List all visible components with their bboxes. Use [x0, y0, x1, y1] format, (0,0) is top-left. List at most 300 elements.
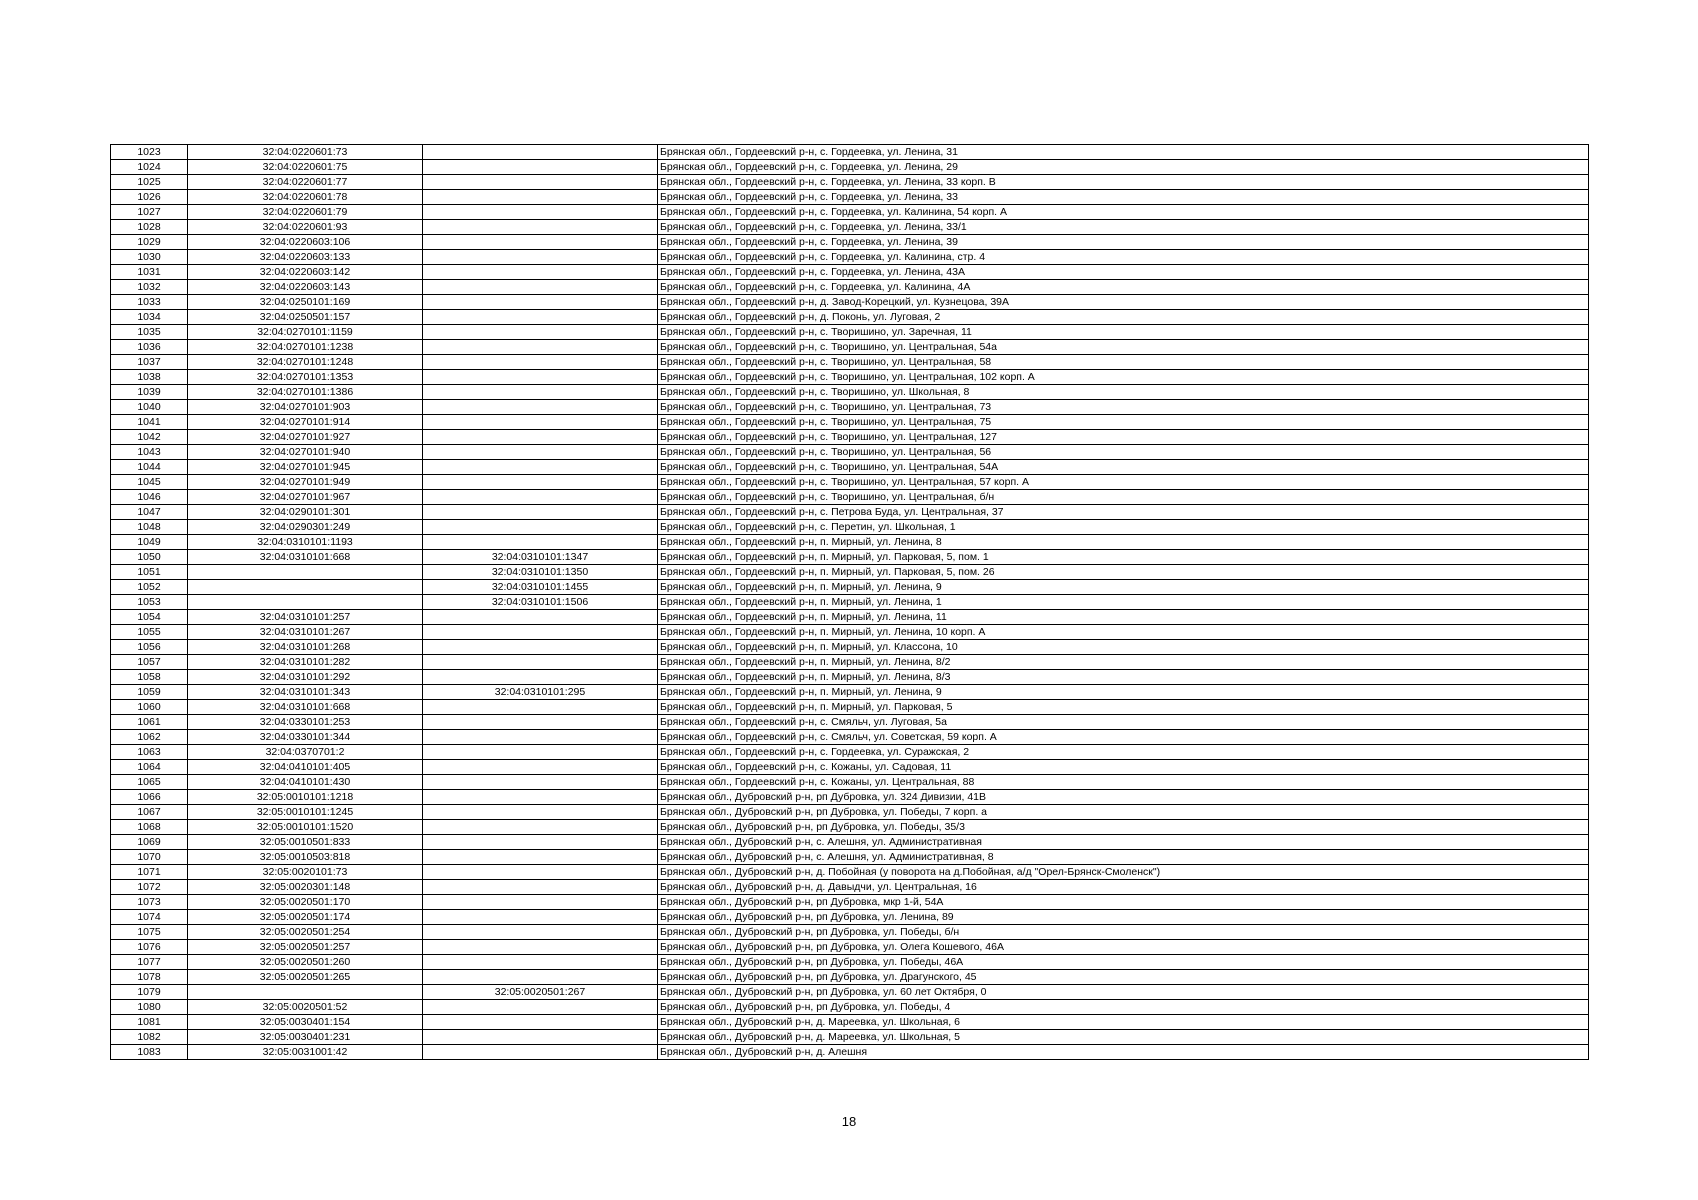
address-cell: Брянская обл., Дубровский р-н, рп Дубровка, ул. Олега Кошевого, 46А: [658, 940, 1589, 955]
linked-cadastral-number-cell: 32:04:0310101:1455: [423, 580, 658, 595]
cadastral-number-cell: 32:04:0270101:967: [188, 490, 423, 505]
table-row: [111, 670, 1589, 685]
row-number-cell: 1026: [111, 190, 188, 205]
linked-cadastral-number-cell: [423, 670, 658, 685]
row-number-cell: 1070: [111, 850, 188, 865]
address-cell: Брянская обл., Гордеевский р-н, с. Творишино, ул. Центральная, 102 корп. А: [658, 370, 1589, 385]
table-row: [111, 385, 1589, 400]
address-cell: Брянская обл., Гордеевский р-н, с. Гордеевка, ул. Ленина, 31: [658, 145, 1589, 160]
row-number-cell: 1024: [111, 160, 188, 175]
address-cell: Брянская обл., Гордеевский р-н, п. Мирный, ул. Ленина, 8: [658, 535, 1589, 550]
table-row: [111, 565, 1589, 580]
linked-cadastral-number-cell: [423, 760, 658, 775]
row-number-cell: 1067: [111, 805, 188, 820]
row-number-cell: 1056: [111, 640, 188, 655]
table-row: [111, 895, 1589, 910]
cadastral-number-cell: 32:04:0270101:903: [188, 400, 423, 415]
address-cell: Брянская обл., Гордеевский р-н, д. Поконь, ул. Луговая, 2: [658, 310, 1589, 325]
linked-cadastral-number-cell: [423, 1000, 658, 1015]
cadastral-number-cell: 32:04:0270101:949: [188, 475, 423, 490]
linked-cadastral-number-cell: [423, 445, 658, 460]
cadastral-number-cell: 32:04:0310101:668: [188, 700, 423, 715]
cadastral-number-cell: 32:04:0290301:249: [188, 520, 423, 535]
address-cell: Брянская обл., Гордеевский р-н, с. Гордеевка, ул. Ленина, 33/1: [658, 220, 1589, 235]
row-number-cell: 1055: [111, 625, 188, 640]
table-row: [111, 520, 1589, 535]
address-cell: Брянская обл., Гордеевский р-н, с. Творишино, ул. Центральная, 54а: [658, 340, 1589, 355]
cadastral-number-cell: 32:05:0020501:170: [188, 895, 423, 910]
row-number-cell: 1025: [111, 175, 188, 190]
linked-cadastral-number-cell: [423, 970, 658, 985]
row-number-cell: 1072: [111, 880, 188, 895]
address-cell: Брянская обл., Дубровский р-н, рп Дубровка, мкр 1-й, 54А: [658, 895, 1589, 910]
row-number-cell: 1039: [111, 385, 188, 400]
table-row: [111, 340, 1589, 355]
address-cell: Брянская обл., Гордеевский р-н, с. Гордеевка, ул. Ленина, 29: [658, 160, 1589, 175]
linked-cadastral-number-cell: 32:04:0310101:1347: [423, 550, 658, 565]
address-cell: Брянская обл., Гордеевский р-н, с. Петрова Буда, ул. Центральная, 37: [658, 505, 1589, 520]
address-cell: Брянская обл., Гордеевский р-н, с. Гордеевка, ул. Калинина, стр. 4: [658, 250, 1589, 265]
table-row: [111, 145, 1589, 160]
address-cell: Брянская обл., Гордеевский р-н, с. Гордеевка, ул. Ленина, 33: [658, 190, 1589, 205]
linked-cadastral-number-cell: [423, 265, 658, 280]
table-row: [111, 265, 1589, 280]
table-row: [111, 715, 1589, 730]
table-row: [111, 1045, 1589, 1060]
cadastral-number-cell: 32:05:0030401:231: [188, 1030, 423, 1045]
cadastral-number-cell: 32:04:0270101:1248: [188, 355, 423, 370]
cadastral-number-cell: 32:04:0270101:940: [188, 445, 423, 460]
row-number-cell: 1035: [111, 325, 188, 340]
cadastral-number-cell: 32:05:0010501:833: [188, 835, 423, 850]
row-number-cell: 1031: [111, 265, 188, 280]
row-number-cell: 1044: [111, 460, 188, 475]
address-cell: Брянская обл., Гордеевский р-н, с. Кожаны, ул. Центральная, 88: [658, 775, 1589, 790]
table-row: [111, 445, 1589, 460]
cadastral-number-cell: 32:04:0250101:169: [188, 295, 423, 310]
cadastral-number-cell: 32:04:0310101:257: [188, 610, 423, 625]
cadastral-number-cell: 32:05:0020501:174: [188, 910, 423, 925]
row-number-cell: 1023: [111, 145, 188, 160]
address-cell: Брянская обл., Гордеевский р-н, с. Гордеевка, ул. Калинина, 54 корп. А: [658, 205, 1589, 220]
cadastral-number-cell: 32:05:0020501:260: [188, 955, 423, 970]
table-row: [111, 865, 1589, 880]
row-number-cell: 1062: [111, 730, 188, 745]
cadastral-number-cell: 32:04:0310101:282: [188, 655, 423, 670]
table-row: [111, 880, 1589, 895]
row-number-cell: 1083: [111, 1045, 188, 1060]
address-cell: Брянская обл., Дубровский р-н, рп Дубровка, ул. 324 Дивизии, 41В: [658, 790, 1589, 805]
table-row: [111, 580, 1589, 595]
address-cell: Брянская обл., Дубровский р-н, д. Алешня: [658, 1045, 1589, 1060]
cadastral-number-cell: 32:05:0010503:818: [188, 850, 423, 865]
address-cell: Брянская обл., Гордеевский р-н, с. Перетин, ул. Школьная, 1: [658, 520, 1589, 535]
row-number-cell: 1058: [111, 670, 188, 685]
linked-cadastral-number-cell: [423, 790, 658, 805]
cadastral-number-cell: 32:04:0310101:1193: [188, 535, 423, 550]
table-row: [111, 850, 1589, 865]
table-row: [111, 400, 1589, 415]
cadastral-number-cell: 32:05:0031001:42: [188, 1045, 423, 1060]
row-number-cell: 1028: [111, 220, 188, 235]
address-cell: Брянская обл., Дубровский р-н, д. Мареевка, ул. Школьная, 6: [658, 1015, 1589, 1030]
linked-cadastral-number-cell: [423, 520, 658, 535]
table-row: [111, 1015, 1589, 1030]
cadastral-number-cell: [188, 580, 423, 595]
table-row: [111, 415, 1589, 430]
cadastral-number-cell: 32:04:0410101:430: [188, 775, 423, 790]
cadastral-number-cell: 32:04:0220603:143: [188, 280, 423, 295]
row-number-cell: 1061: [111, 715, 188, 730]
table-row: [111, 370, 1589, 385]
table-row: [111, 310, 1589, 325]
address-cell: Брянская обл., Гордеевский р-н, п. Мирный, ул. Парковая, 5: [658, 700, 1589, 715]
row-number-cell: 1036: [111, 340, 188, 355]
cadastral-number-cell: 32:04:0220603:106: [188, 235, 423, 250]
row-number-cell: 1032: [111, 280, 188, 295]
cadastral-number-cell: 32:04:0270101:1159: [188, 325, 423, 340]
table-row: [111, 250, 1589, 265]
cadastral-number-cell: 32:04:0270101:945: [188, 460, 423, 475]
table-row: [111, 745, 1589, 760]
linked-cadastral-number-cell: [423, 820, 658, 835]
address-cell: Брянская обл., Гордеевский р-н, с. Творишино, ул. Центральная, 73: [658, 400, 1589, 415]
table-row: [111, 775, 1589, 790]
cadastral-number-cell: 32:04:0330101:253: [188, 715, 423, 730]
row-number-cell: 1048: [111, 520, 188, 535]
address-cell: Брянская обл., Дубровский р-н, д. Давыдчи, ул. Центральная, 16: [658, 880, 1589, 895]
address-cell: Брянская обл., Гордеевский р-н, д. Завод-Корецкий, ул. Кузнецова, 39А: [658, 295, 1589, 310]
cadastral-number-cell: 32:04:0220601:75: [188, 160, 423, 175]
linked-cadastral-number-cell: [423, 1030, 658, 1045]
row-number-cell: 1034: [111, 310, 188, 325]
table-row: [111, 610, 1589, 625]
cadastral-number-cell: 32:05:0020501:254: [188, 925, 423, 940]
address-cell: Брянская обл., Гордеевский р-н, п. Мирный, ул. Парковая, 5, пом. 1: [658, 550, 1589, 565]
linked-cadastral-number-cell: [423, 700, 658, 715]
linked-cadastral-number-cell: 32:04:0310101:1506: [423, 595, 658, 610]
table-row: [111, 805, 1589, 820]
linked-cadastral-number-cell: [423, 385, 658, 400]
table-row: [111, 280, 1589, 295]
cadastral-number-cell: 32:05:0030401:154: [188, 1015, 423, 1030]
address-cell: Брянская обл., Гордеевский р-н, с. Гордеевка, ул. Ленина, 43А: [658, 265, 1589, 280]
linked-cadastral-number-cell: [423, 505, 658, 520]
row-number-cell: 1068: [111, 820, 188, 835]
cadastral-number-cell: 32:04:0310101:292: [188, 670, 423, 685]
cadastral-number-cell: 32:04:0220603:133: [188, 250, 423, 265]
row-number-cell: 1079: [111, 985, 188, 1000]
address-cell: Брянская обл., Дубровский р-н, рп Дубровка, ул. Победы, б/н: [658, 925, 1589, 940]
cadastral-number-cell: 32:05:0010101:1245: [188, 805, 423, 820]
table-row: [111, 655, 1589, 670]
cadastral-number-cell: 32:04:0220601:73: [188, 145, 423, 160]
row-number-cell: 1076: [111, 940, 188, 955]
address-cell: Брянская обл., Гордеевский р-н, с. Творишино, ул. Центральная, 54А: [658, 460, 1589, 475]
table-row: [111, 940, 1589, 955]
address-cell: Брянская обл., Гордеевский р-н, с. Гордеевка, ул. Ленина, 39: [658, 235, 1589, 250]
address-cell: Брянская обл., Гордеевский р-н, с. Гордеевка, ул. Суражская, 2: [658, 745, 1589, 760]
row-number-cell: 1027: [111, 205, 188, 220]
table-row: [111, 700, 1589, 715]
table-row: [111, 430, 1589, 445]
address-cell: Брянская обл., Дубровский р-н, рп Дубровка, ул. Победы, 46А: [658, 955, 1589, 970]
cadastral-number-cell: 32:04:0270101:914: [188, 415, 423, 430]
address-cell: Брянская обл., Гордеевский р-н, с. Творишино, ул. Центральная, б/н: [658, 490, 1589, 505]
linked-cadastral-number-cell: 32:04:0310101:1350: [423, 565, 658, 580]
row-number-cell: 1057: [111, 655, 188, 670]
address-cell: Брянская обл., Гордеевский р-н, с. Творишино, ул. Заречная, 11: [658, 325, 1589, 340]
row-number-cell: 1059: [111, 685, 188, 700]
table-row: [111, 730, 1589, 745]
linked-cadastral-number-cell: [423, 715, 658, 730]
address-cell: Брянская обл., Гордеевский р-н, п. Мирный, ул. Ленина, 9: [658, 580, 1589, 595]
row-number-cell: 1037: [111, 355, 188, 370]
address-cell: Брянская обл., Гордеевский р-н, с. Творишино, ул. Центральная, 58: [658, 355, 1589, 370]
cadastral-number-cell: 32:04:0310101:268: [188, 640, 423, 655]
table-row: [111, 535, 1589, 550]
address-cell: Брянская обл., Дубровский р-н, рп Дубровка, ул. Победы, 4: [658, 1000, 1589, 1015]
address-cell: Брянская обл., Гордеевский р-н, п. Мирный, ул. Парковая, 5, пом. 26: [658, 565, 1589, 580]
linked-cadastral-number-cell: [423, 625, 658, 640]
address-cell: Брянская обл., Дубровский р-н, с. Алешня, ул. Административная: [658, 835, 1589, 850]
linked-cadastral-number-cell: [423, 370, 658, 385]
cadastral-number-cell: 32:05:0020101:73: [188, 865, 423, 880]
table-row: [111, 295, 1589, 310]
linked-cadastral-number-cell: [423, 805, 658, 820]
row-number-cell: 1069: [111, 835, 188, 850]
linked-cadastral-number-cell: [423, 880, 658, 895]
linked-cadastral-number-cell: [423, 190, 658, 205]
cadastral-number-cell: 32:05:0010101:1218: [188, 790, 423, 805]
address-cell: Брянская обл., Гордеевский р-н, п. Мирный, ул. Ленина, 11: [658, 610, 1589, 625]
cadastral-number-cell: 32:04:0250501:157: [188, 310, 423, 325]
cadastral-number-cell: 32:05:0020301:148: [188, 880, 423, 895]
table-row: [111, 490, 1589, 505]
cadastral-number-cell: 32:04:0220601:77: [188, 175, 423, 190]
linked-cadastral-number-cell: [423, 1045, 658, 1060]
address-cell: Брянская обл., Дубровский р-н, рп Дубровка, ул. 60 лет Октября, 0: [658, 985, 1589, 1000]
table-row: [111, 205, 1589, 220]
linked-cadastral-number-cell: [423, 310, 658, 325]
table-row: [111, 790, 1589, 805]
row-number-cell: 1052: [111, 580, 188, 595]
table-row: [111, 190, 1589, 205]
row-number-cell: 1082: [111, 1030, 188, 1045]
table-row: [111, 985, 1589, 1000]
address-cell: Брянская обл., Гордеевский р-н, п. Мирный, ул. Ленина, 8/3: [658, 670, 1589, 685]
linked-cadastral-number-cell: [423, 910, 658, 925]
cadastral-number-cell: 32:04:0290101:301: [188, 505, 423, 520]
table-row: [111, 550, 1589, 565]
linked-cadastral-number-cell: [423, 475, 658, 490]
cadastral-number-cell: 32:04:0410101:405: [188, 760, 423, 775]
address-cell: Брянская обл., Гордеевский р-н, п. Мирный, ул. Ленина, 9: [658, 685, 1589, 700]
address-cell: Брянская обл., Дубровский р-н, с. Алешня, ул. Административная, 8: [658, 850, 1589, 865]
linked-cadastral-number-cell: [423, 460, 658, 475]
table-row: [111, 640, 1589, 655]
row-number-cell: 1075: [111, 925, 188, 940]
cadastral-number-cell: 32:04:0330101:344: [188, 730, 423, 745]
cadastral-number-cell: 32:04:0220601:78: [188, 190, 423, 205]
cadastral-number-cell: 32:04:0310101:343: [188, 685, 423, 700]
table-row: [111, 625, 1589, 640]
row-number-cell: 1047: [111, 505, 188, 520]
row-number-cell: 1073: [111, 895, 188, 910]
linked-cadastral-number-cell: [423, 340, 658, 355]
cadastral-number-cell: 32:05:0010101:1520: [188, 820, 423, 835]
linked-cadastral-number-cell: [423, 940, 658, 955]
linked-cadastral-number-cell: [423, 250, 658, 265]
row-number-cell: 1038: [111, 370, 188, 385]
linked-cadastral-number-cell: [423, 865, 658, 880]
linked-cadastral-number-cell: [423, 655, 658, 670]
cadastral-number-cell: [188, 565, 423, 580]
linked-cadastral-number-cell: [423, 280, 658, 295]
table-body: [111, 145, 1589, 1060]
row-number-cell: 1049: [111, 535, 188, 550]
linked-cadastral-number-cell: [423, 535, 658, 550]
table-row: [111, 595, 1589, 610]
address-cell: Брянская обл., Гордеевский р-н, п. Мирный, ул. Ленина, 1: [658, 595, 1589, 610]
address-cell: Брянская обл., Дубровский р-н, рп Дубровка, ул. Драгунского, 45: [658, 970, 1589, 985]
cadastral-number-cell: 32:04:0270101:1386: [188, 385, 423, 400]
row-number-cell: 1077: [111, 955, 188, 970]
row-number-cell: 1045: [111, 475, 188, 490]
linked-cadastral-number-cell: [423, 220, 658, 235]
row-number-cell: 1042: [111, 430, 188, 445]
cadastral-number-cell: 32:04:0220601:79: [188, 205, 423, 220]
row-number-cell: 1029: [111, 235, 188, 250]
table-row: [111, 1000, 1589, 1015]
row-number-cell: 1053: [111, 595, 188, 610]
address-cell: Брянская обл., Дубровский р-н, рп Дубровка, ул. Ленина, 89: [658, 910, 1589, 925]
address-cell: Брянская обл., Дубровский р-н, рп Дубровка, ул. Победы, 35/3: [658, 820, 1589, 835]
linked-cadastral-number-cell: [423, 355, 658, 370]
cadastral-number-cell: 32:04:0370701:2: [188, 745, 423, 760]
table-row: [111, 910, 1589, 925]
linked-cadastral-number-cell: [423, 175, 658, 190]
row-number-cell: 1043: [111, 445, 188, 460]
linked-cadastral-number-cell: [423, 295, 658, 310]
address-cell: Брянская обл., Гордеевский р-н, с. Творишино, ул. Центральная, 57 корп. А: [658, 475, 1589, 490]
cadastral-number-cell: 32:04:0310101:267: [188, 625, 423, 640]
row-number-cell: 1074: [111, 910, 188, 925]
linked-cadastral-number-cell: [423, 1015, 658, 1030]
linked-cadastral-number-cell: [423, 325, 658, 340]
table-row: [111, 160, 1589, 175]
table-row: [111, 460, 1589, 475]
address-cell: Брянская обл., Дубровский р-н, д. Побойная (у поворота на д.Побойная, а/д "Орел-Брянск-Смоленск"): [658, 865, 1589, 880]
linked-cadastral-number-cell: [423, 730, 658, 745]
row-number-cell: 1060: [111, 700, 188, 715]
table-row: [111, 925, 1589, 940]
linked-cadastral-number-cell: [423, 640, 658, 655]
address-cell: Брянская обл., Гордеевский р-н, с. Смяльч, ул. Советская, 59 корп. А: [658, 730, 1589, 745]
cadastral-number-cell: [188, 595, 423, 610]
address-cell: Брянская обл., Дубровский р-н, рп Дубровка, ул. Победы, 7 корп. а: [658, 805, 1589, 820]
linked-cadastral-number-cell: [423, 775, 658, 790]
linked-cadastral-number-cell: [423, 430, 658, 445]
address-cell: Брянская обл., Гордеевский р-н, с. Творишино, ул. Центральная, 127: [658, 430, 1589, 445]
row-number-cell: 1066: [111, 790, 188, 805]
cadastral-number-cell: 32:04:0270101:1353: [188, 370, 423, 385]
table-row: [111, 820, 1589, 835]
table-row: [111, 355, 1589, 370]
address-cell: Брянская обл., Гордеевский р-н, п. Мирный, ул. Классона, 10: [658, 640, 1589, 655]
row-number-cell: 1033: [111, 295, 188, 310]
linked-cadastral-number-cell: [423, 925, 658, 940]
row-number-cell: 1051: [111, 565, 188, 580]
linked-cadastral-number-cell: [423, 850, 658, 865]
cadastral-number-cell: 32:04:0220601:93: [188, 220, 423, 235]
cadastral-number-cell: [188, 985, 423, 1000]
row-number-cell: 1040: [111, 400, 188, 415]
table-row: [111, 760, 1589, 775]
linked-cadastral-number-cell: [423, 415, 658, 430]
cadastral-number-cell: 32:04:0270101:1238: [188, 340, 423, 355]
row-number-cell: 1041: [111, 415, 188, 430]
linked-cadastral-number-cell: [423, 895, 658, 910]
table-row: [111, 835, 1589, 850]
linked-cadastral-number-cell: [423, 955, 658, 970]
address-cell: Брянская обл., Гордеевский р-н, с. Творишино, ул. Центральная, 56: [658, 445, 1589, 460]
row-number-cell: 1080: [111, 1000, 188, 1015]
row-number-cell: 1078: [111, 970, 188, 985]
table-row: [111, 325, 1589, 340]
linked-cadastral-number-cell: [423, 745, 658, 760]
table-row: [111, 220, 1589, 235]
table-row: [111, 235, 1589, 250]
table-row: [111, 685, 1589, 700]
address-cell: Брянская обл., Гордеевский р-н, с. Кожаны, ул. Садовая, 11: [658, 760, 1589, 775]
row-number-cell: 1071: [111, 865, 188, 880]
linked-cadastral-number-cell: [423, 610, 658, 625]
row-number-cell: 1046: [111, 490, 188, 505]
table-row: [111, 970, 1589, 985]
address-cell: Брянская обл., Гордеевский р-н, п. Мирный, ул. Ленина, 10 корп. А: [658, 625, 1589, 640]
table-row: [111, 1030, 1589, 1045]
cadastral-number-cell: 32:04:0220603:142: [188, 265, 423, 280]
address-cell: Брянская обл., Гордеевский р-н, с. Гордеевка, ул. Калинина, 4А: [658, 280, 1589, 295]
linked-cadastral-number-cell: [423, 160, 658, 175]
page-number: 18: [841, 1114, 857, 1129]
row-number-cell: 1063: [111, 745, 188, 760]
cadastral-number-cell: 32:04:0270101:927: [188, 430, 423, 445]
cadastral-number-cell: 32:05:0020501:52: [188, 1000, 423, 1015]
linked-cadastral-number-cell: [423, 835, 658, 850]
row-number-cell: 1065: [111, 775, 188, 790]
linked-cadastral-number-cell: [423, 145, 658, 160]
linked-cadastral-number-cell: [423, 235, 658, 250]
table-row: [111, 175, 1589, 190]
row-number-cell: 1081: [111, 1015, 188, 1030]
table-row: [111, 505, 1589, 520]
linked-cadastral-number-cell: [423, 490, 658, 505]
address-cell: Брянская обл., Гордеевский р-н, с. Творишино, ул. Школьная, 8: [658, 385, 1589, 400]
cadastral-number-cell: 32:05:0020501:257: [188, 940, 423, 955]
cadastral-number-cell: 32:05:0020501:265: [188, 970, 423, 985]
row-number-cell: 1030: [111, 250, 188, 265]
linked-cadastral-number-cell: 32:04:0310101:295: [423, 685, 658, 700]
cadastral-number-cell: 32:04:0310101:668: [188, 550, 423, 565]
address-cell: Брянская обл., Гордеевский р-н, п. Мирный, ул. Ленина, 8/2: [658, 655, 1589, 670]
address-cell: Брянская обл., Гордеевский р-н, с. Смяльч, ул. Луговая, 5а: [658, 715, 1589, 730]
linked-cadastral-number-cell: [423, 205, 658, 220]
address-cell: Брянская обл., Дубровский р-н, д. Мареевка, ул. Школьная, 5: [658, 1030, 1589, 1045]
linked-cadastral-number-cell: 32:05:0020501:267: [423, 985, 658, 1000]
row-number-cell: 1064: [111, 760, 188, 775]
